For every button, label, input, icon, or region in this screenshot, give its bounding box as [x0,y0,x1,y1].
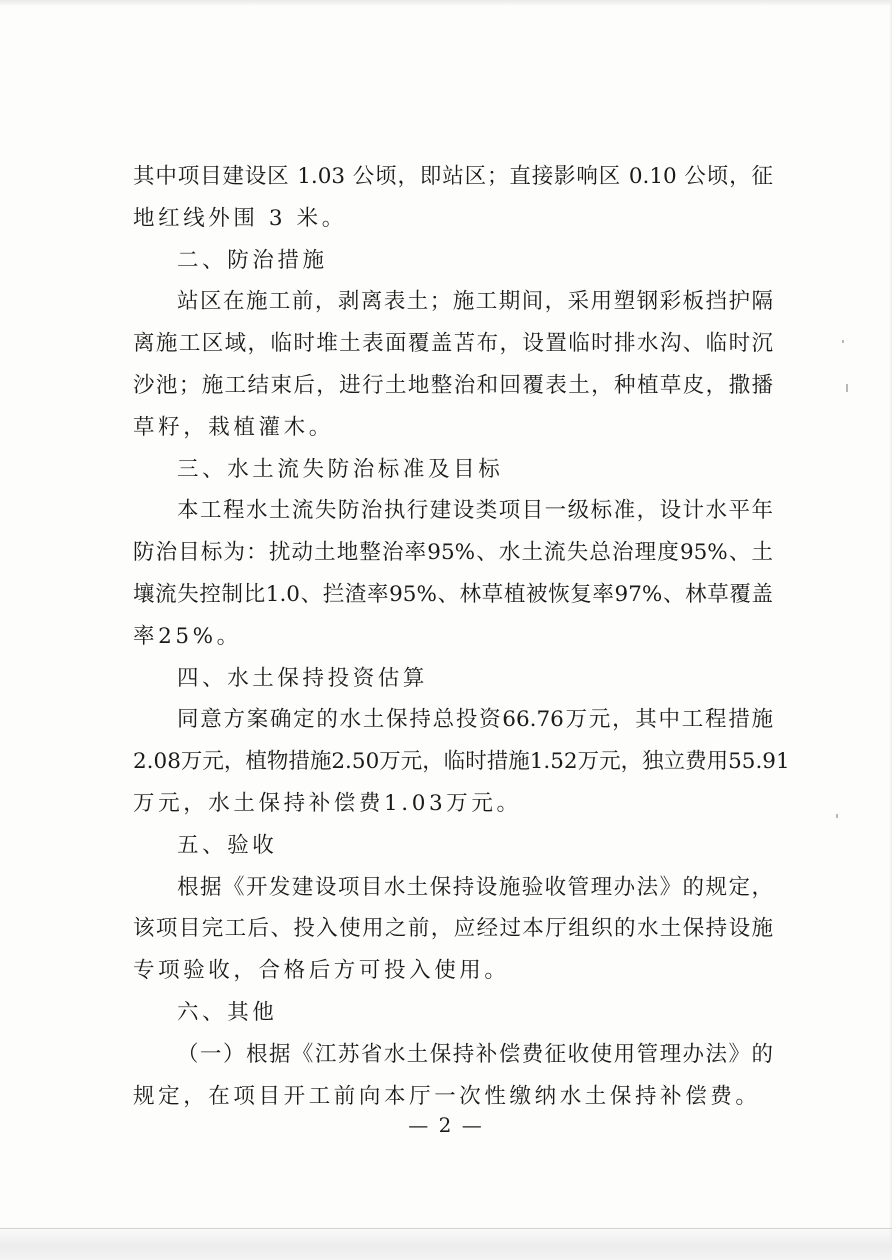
text-line: 草籽，栽植灌木。 [133,414,334,440]
text-line: 根据《开发建设项目水土保持设施验收管理办法》的规定， [177,874,773,900]
text-line: 地红线外围 3 米。 [133,205,347,231]
text-line: 沙池；施工结束后，进行土地整治和回覆表土，种植草皮，撒播 [133,372,773,398]
text-line: 率25%。 [133,623,242,649]
text-line: 专项验收，合格后方可投入使用。 [133,958,510,984]
text-line: 防治目标为：扰动土地整治率95%、水土流失总治理度95%、土 [133,540,773,566]
text-line: 本工程水土流失防治执行建设类项目一级标准，设计水平年 [177,498,773,524]
scan-edge-bottom [0,1226,892,1260]
section-heading: 四、水土保持投资估算 [177,665,429,691]
scan-speck [842,340,844,343]
section-heading: 三、水土流失防治标准及目标 [177,456,504,482]
section-heading: 五、验收 [177,832,278,858]
text-line: 同意方案确定的水土保持总投资66.76万元，其中工程措施 [177,707,773,733]
text-line: 2.08万元，植物措施2.50万元，临时措施1.52万元，独立费用55.91 [133,749,790,775]
body-text [133,156,790,1117]
section-heading: 二、防治措施 [177,247,328,273]
text-line: 站区在施工前，剥离表土；施工期间，采用塑钢彩板挡护隔 [177,289,773,315]
section-heading: 六、其他 [177,999,278,1025]
text-line: 壤流失控制比1.0、拦渣率95%、林草植被恢复率97%、林草覆盖 [133,581,773,607]
text-line: 规定，在项目开工前向本厅一次性缴纳水土保持补偿费。 [133,1083,761,1109]
scan-speck [846,384,848,392]
page-number: — 2 — [408,1113,484,1137]
text-line: （一）根据《江苏省水土保持补偿费征收使用管理办法》的 [177,1041,773,1067]
text-line: 其中项目建设区 1.03 公顷，即站区；直接影响区 0.10 公顷，征 [133,164,773,189]
text-line: 该项目完工后、投入使用之前，应经过本厅组织的水土保持设施 [133,916,773,942]
scan-edge-top [0,0,892,6]
text-line: 万元，水土保持补偿费1.03万元。 [133,790,522,816]
text-line: 离施工区域，临时堆土表面覆盖苫布，设置临时排水沟、临时沉 [133,331,773,357]
scan-speck [836,814,838,818]
